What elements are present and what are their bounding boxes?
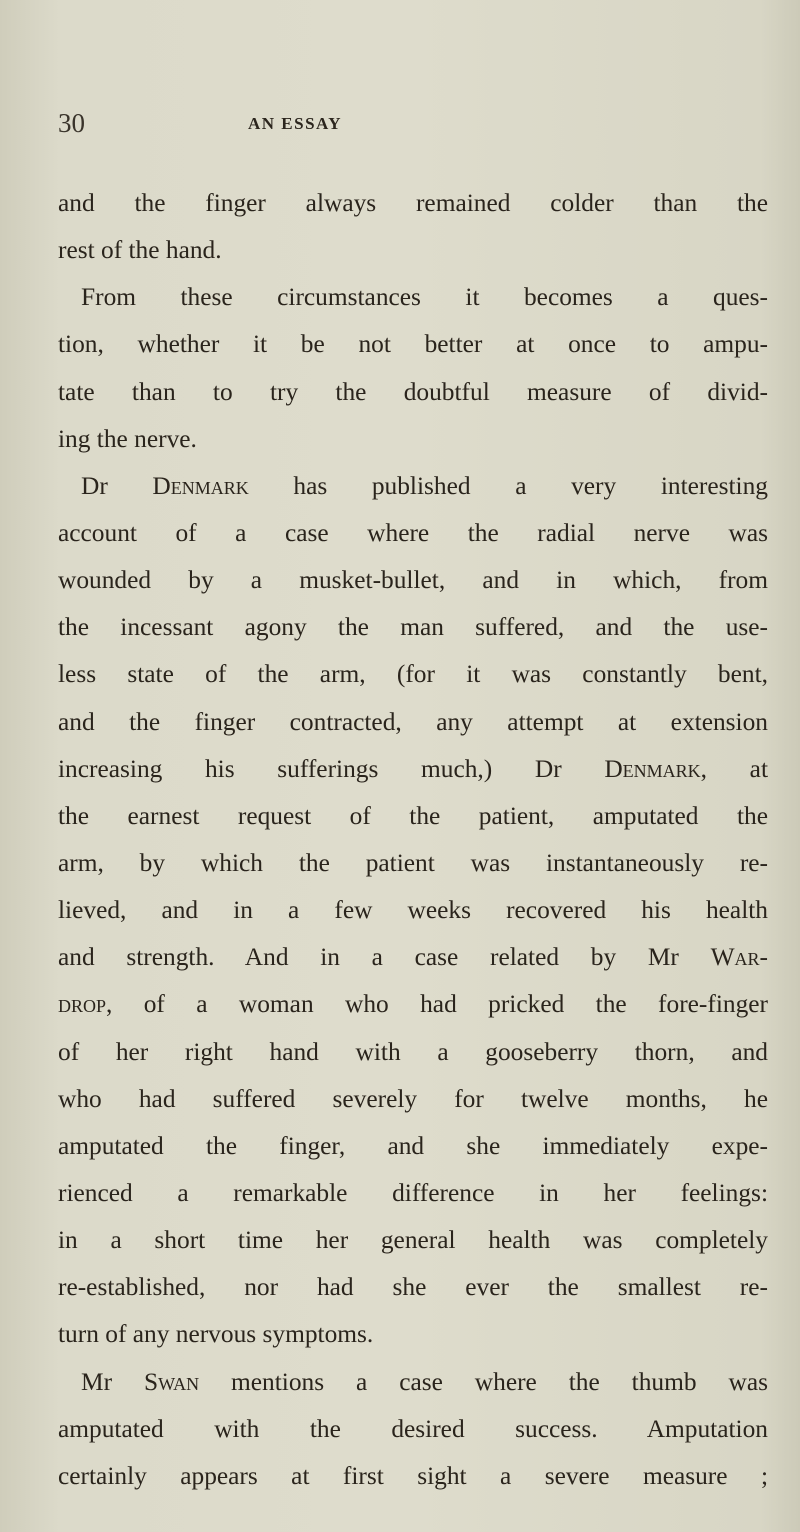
text-line — [58, 651, 768, 698]
line-text: the earnest request of the patient, amputated the — [58, 801, 768, 830]
text-line — [58, 274, 768, 321]
text-line — [58, 840, 768, 887]
text-line — [58, 981, 768, 1028]
line-text: less state of the arm, (for it was constantly bent, — [58, 660, 768, 689]
text-line — [58, 1406, 768, 1453]
line-text: re-established, nor had she ever the smallest re- — [58, 1273, 768, 1302]
text-line — [58, 1170, 768, 1217]
text-line — [58, 463, 768, 510]
line-text: has published a very interesting — [248, 471, 769, 500]
text-line — [58, 1217, 768, 1264]
line-text: arm, by which the patient was instantaneously re- — [58, 848, 768, 877]
text-line — [58, 1359, 768, 1406]
line-text: amputated the finger, and she immediately expe- — [58, 1131, 768, 1160]
text-line — [58, 510, 768, 557]
line-text: certainly appears at first sight a severe measure ; — [58, 1461, 768, 1490]
text-line — [58, 1076, 768, 1123]
small-caps-name: Denmark — [604, 754, 701, 783]
text-line — [58, 746, 768, 793]
text-line — [58, 699, 768, 746]
running-head: AN ESSAY — [248, 114, 343, 133]
body-text — [58, 180, 768, 1500]
text-line — [58, 321, 768, 368]
small-caps-name: Swan — [143, 1367, 200, 1396]
page-number: 30 — [58, 108, 85, 138]
line-text: tate than to try the doubtful measure of divid- — [58, 377, 768, 406]
line-text: and the finger contracted, any attempt at extension — [58, 707, 768, 736]
line-text: Dr — [81, 471, 153, 500]
line-text: and strength. And in a case related by Mr — [58, 943, 711, 972]
small-caps-name: Denmark — [152, 471, 249, 500]
line-text: turn of any nervous symptoms. — [58, 1320, 374, 1349]
text-line — [58, 1123, 768, 1170]
text-line — [58, 1453, 768, 1500]
small-caps-name: drop — [58, 990, 107, 1019]
line-text: From these circumstances it becomes a ques- — [81, 283, 768, 312]
text-line — [58, 416, 768, 463]
line-text: who had suffered severely for twelve months, he — [58, 1084, 768, 1113]
line-text: ing the nerve. — [58, 424, 197, 453]
line-text: , at — [700, 754, 768, 783]
text-line — [58, 1029, 768, 1076]
text-line — [58, 604, 768, 651]
text-line — [58, 557, 768, 604]
text-line — [58, 793, 768, 840]
line-text: , of a woman who had pricked the fore-finger — [106, 990, 768, 1019]
text-line — [58, 887, 768, 934]
line-text: account of a case where the radial nerve was — [58, 518, 768, 547]
line-text: rest of the hand. — [58, 236, 222, 265]
line-text: tion, whether it be not better at once to ampu- — [58, 330, 768, 359]
line-text: of her right hand with a gooseberry thorn, and — [58, 1037, 768, 1066]
text-line — [58, 1311, 768, 1358]
small-caps-name: War- — [710, 943, 768, 972]
line-text: and the finger always remained colder than the — [58, 189, 768, 217]
line-text: Mr — [81, 1367, 144, 1396]
page-header — [58, 108, 758, 148]
line-text: wounded by a musket-bullet, and in which, from — [58, 566, 768, 595]
text-line — [58, 227, 768, 274]
line-text: mentions a case where the thumb was — [199, 1367, 768, 1396]
line-text: the incessant agony the man suffered, and the use- — [58, 613, 768, 642]
text-line — [58, 180, 768, 227]
line-text: in a short time her general health was completely — [58, 1226, 768, 1255]
line-text: increasing his sufferings much,) Dr — [58, 754, 605, 783]
text-line — [58, 934, 768, 981]
text-line — [58, 1264, 768, 1311]
line-text: lieved, and in a few weeks recovered his health — [58, 896, 768, 925]
text-line — [58, 369, 768, 416]
line-text: amputated with the desired success. Amputation — [58, 1414, 768, 1443]
line-text: rienced a remarkable difference in her feelings: — [58, 1178, 768, 1207]
